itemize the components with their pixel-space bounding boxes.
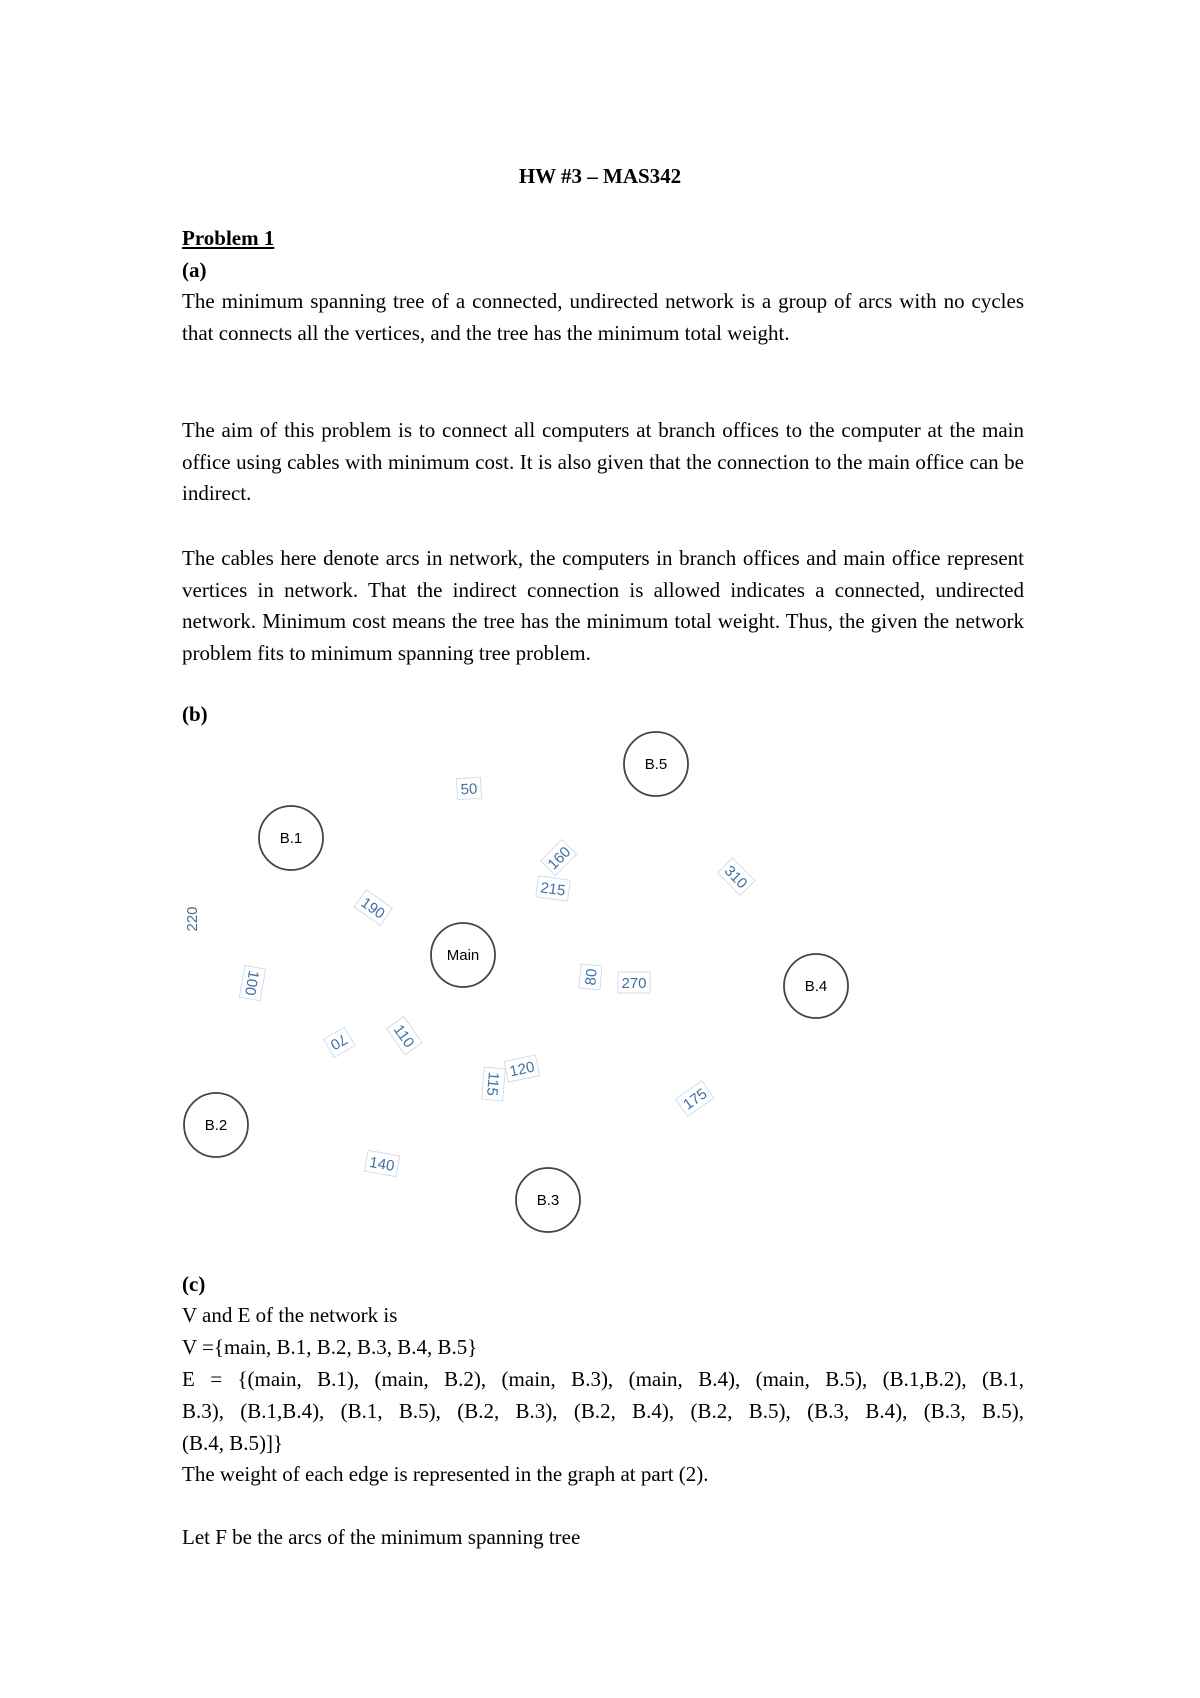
part-c-mst-definition: Let F be the arcs of the minimum spanning tree: [182, 1525, 581, 1549]
weight-label-50: [456, 777, 481, 799]
weight-label-110: [387, 1017, 423, 1055]
node-b4: [784, 954, 848, 1018]
part-c-edge-set-line-1: E = {(main, B.1), (main, B.2), (main, B.3), (main, B.4), (main, B.5), (B.1,B.2), (B.1,: [182, 1367, 1024, 1391]
weight-label-70: [324, 1027, 355, 1057]
weight-label-120: [504, 1055, 540, 1082]
node-b5: [624, 732, 688, 796]
node-main-label: Main: [446, 947, 480, 964]
weight-label-175: [676, 1081, 714, 1117]
weight-label-115: [482, 1067, 506, 1101]
svg-text:175: 175: [680, 1085, 711, 1114]
part-a-paragraph-1: The minimum spanning tree of a connected, undirected network is a group of arcs with no cycles that connects all the vertices, and the tree has the minimum total weight.: [182, 289, 1024, 345]
svg-text:100: 100: [240, 969, 263, 997]
part-a-paragraph-3: The cables here denote arcs in network, the computers in branch offices and main office represent vertices in network. That the indirect connection is allowed indicates a connected, undirected network. Minimum cost means the tree has the minimum total weight. Thus, the given the network problem fits to minimum spanning tree problem.: [182, 546, 1024, 665]
weight-label-310: [718, 858, 755, 895]
svg-text:110: 110: [389, 1021, 418, 1051]
node-b2-label: B.2: [204, 1117, 228, 1134]
weight-label-215: [536, 876, 571, 901]
part-c-edge-set-line-3: (B.4, B.5)]}: [182, 1431, 284, 1455]
node-b3-label: B.3: [536, 1192, 560, 1209]
part-c-weight-note: The weight of each edge is represented in the graph at part (2).: [182, 1462, 709, 1486]
part-a-label: (a): [182, 258, 207, 282]
svg-text:115: 115: [482, 1071, 503, 1097]
node-b5-label: B.5: [644, 756, 668, 773]
node-main: [431, 923, 495, 987]
svg-text:70: 70: [327, 1030, 351, 1054]
svg-text:310: 310: [720, 862, 751, 893]
node-b4-label: B.4: [804, 978, 828, 995]
svg-text:50: 50: [460, 780, 478, 799]
part-c-label: (c): [182, 1272, 206, 1296]
part-c-vertex-set: V ={main, B.1, B.2, B.3, B.4, B.5}: [182, 1335, 478, 1359]
node-b3: [516, 1168, 580, 1232]
weight-label-140: [365, 1150, 400, 1176]
weight-label-100: [239, 966, 265, 1001]
svg-text:120: 120: [508, 1058, 537, 1081]
svg-text:270: 270: [621, 975, 647, 992]
weight-label-160: [541, 840, 577, 876]
node-b1: [259, 806, 323, 870]
weight-label-190: [354, 890, 392, 926]
svg-text:220: 220: [184, 906, 201, 932]
svg-text:80: 80: [582, 967, 601, 987]
node-b2: [184, 1093, 248, 1157]
weight-label-270: [618, 972, 650, 993]
svg-text:160: 160: [544, 843, 575, 874]
problem-heading: Problem 1: [182, 226, 275, 250]
svg-text:215: 215: [539, 879, 567, 900]
part-c-edge-set-line-2: B.3), (B.1,B.4), (B.1, B.5), (B.2, B.3), (B.2, B.4), (B.2, B.5), (B.3, B.4), (B.3, B.5),: [182, 1399, 1024, 1423]
weight-label-220: [184, 906, 201, 931]
node-b1-label: B.1: [279, 830, 303, 847]
svg-text:190: 190: [357, 894, 388, 923]
part-a-paragraph-2: The aim of this problem is to connect all computers at branch offices to the computer at the main office using cables with minimum cost. It is also given that the connection to the main office can be indirect.: [182, 418, 1024, 506]
weight-label-80: [579, 964, 602, 990]
part-b-label: (b): [182, 702, 208, 726]
document-title: HW #3 – MAS342: [518, 164, 682, 188]
part-c-line-1: V and E of the network is: [182, 1303, 398, 1327]
svg-text:140: 140: [368, 1153, 396, 1176]
